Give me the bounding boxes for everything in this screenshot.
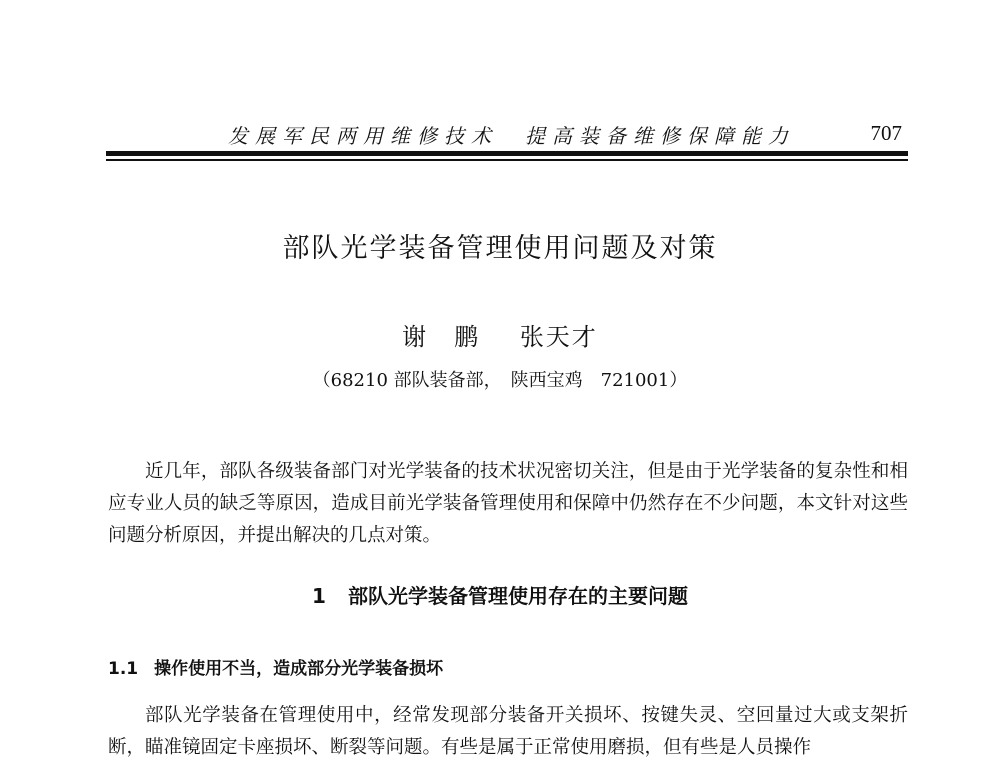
section-title: 部队光学装备管理使用存在的主要问题 (347, 584, 688, 608)
author-name: 谢 鹏 (402, 323, 481, 351)
article-title: 部队光学装备管理使用问题及对策 (282, 233, 718, 264)
section-number: 1 (312, 584, 326, 608)
page-number: 707 (870, 121, 902, 145)
author-list (0, 317, 1000, 352)
section-heading (0, 580, 1000, 609)
author-name: 张天才 (519, 323, 598, 351)
subsection-heading (108, 654, 443, 679)
body-paragraph: 部队光学装备在管理使用中，经常发现部分装备开关损坏、按键失灵、空回量过大或支架折断，瞄准镜固定卡座损坏、断裂等问题。有些是属于正常使用磨损，但有些是人员操作 (108, 705, 908, 758)
header-rule-thick (106, 151, 908, 156)
running-header (106, 118, 908, 148)
author-affiliation: （68210 部队装备部， 陕西宝鸡 721001） (312, 370, 688, 391)
abstract-paragraph: 近几年，部队各级装备部门对光学装备的技术状况密切关注，但是由于光学装备的复杂性和相应专业人员的缺乏等原因，造成目前光学装备管理使用和保障中仍然存在不少问题，本文针对这些问题分析原因，并提出解决的几点对策。 (108, 461, 908, 546)
journal-title: 发展军民两用维修技术 提高装备维修保障能力 (228, 124, 795, 148)
header-rule-thin (106, 159, 908, 161)
subsection-number: 1.1 (108, 659, 139, 679)
subsection-title: 操作使用不当，造成部分光学装备损坏 (154, 659, 444, 679)
